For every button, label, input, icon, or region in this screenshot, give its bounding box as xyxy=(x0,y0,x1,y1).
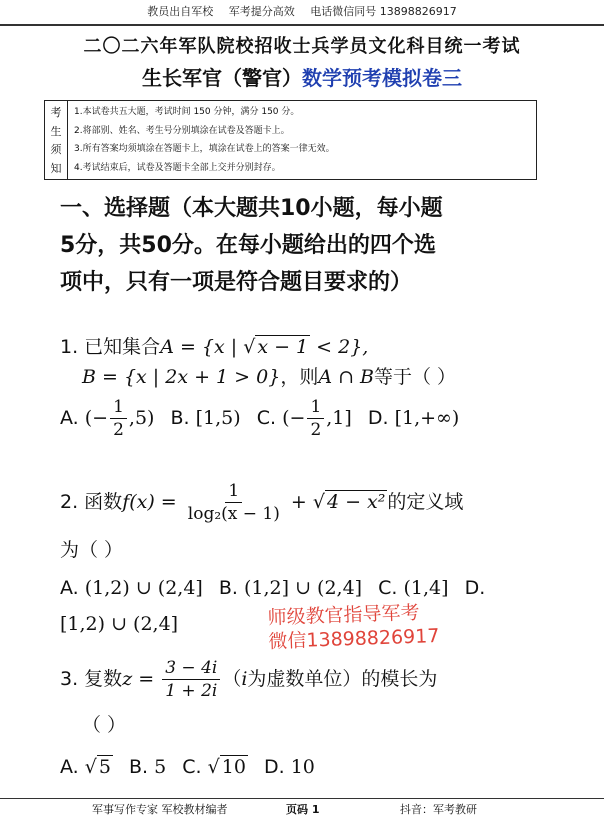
fraction-numerator: 1 xyxy=(307,396,324,419)
option-a xyxy=(60,577,203,599)
fraction xyxy=(162,657,220,702)
option-text: (1,4] xyxy=(403,577,449,599)
header-contact-text: 电话微信同号 13898826917 xyxy=(310,5,457,18)
option-label: B. xyxy=(170,407,190,429)
option-c xyxy=(256,397,352,440)
fraction-numerator: 1 xyxy=(110,396,127,419)
exam-subtitle xyxy=(0,62,604,91)
option-text: [1,2) ∪ (2,4] xyxy=(60,613,179,635)
option-c xyxy=(378,577,448,599)
option-text: 10 xyxy=(221,756,246,778)
option-text: 5 xyxy=(154,756,167,778)
option-d xyxy=(465,577,486,599)
option-label: D. xyxy=(464,577,486,599)
fraction-denominator: 2 xyxy=(310,420,322,440)
sqrt-symbol: √ xyxy=(207,756,220,778)
sqrt-symbol: √ xyxy=(243,336,256,358)
option-a xyxy=(60,397,155,440)
section-heading-line: 一、选择题（本大题共10小题，每小题 xyxy=(60,196,443,221)
math-expression: 4 − x² xyxy=(326,491,386,513)
option-text: (1,2] ∪ (2,4] xyxy=(244,577,363,599)
page-number: 页码 1 xyxy=(286,803,320,816)
math-expression: B = {x | 2x + 1 > 0} xyxy=(82,366,281,388)
math-expression: x − 1 xyxy=(257,336,309,358)
sqrt-symbol: √ xyxy=(84,756,97,778)
question-3-stem xyxy=(60,657,437,702)
option-label: D. xyxy=(367,407,389,429)
option-a xyxy=(60,756,113,778)
option-text: 5 xyxy=(98,756,111,778)
math-expression: A = {x | xyxy=(160,336,244,358)
option-c xyxy=(182,756,248,778)
section-heading-line: 项中，只有一项是符合题目要求的） xyxy=(60,270,413,295)
math-expression: z = xyxy=(122,668,161,690)
option-d xyxy=(368,407,459,429)
question-text: 已知集合 xyxy=(84,336,161,358)
notice-item: 2.将部别、姓名、考生号分别填涂在试卷及答题卡上。 xyxy=(74,125,290,136)
option-label: A. xyxy=(60,407,79,429)
question-3-options xyxy=(60,752,437,782)
fraction xyxy=(185,480,283,525)
question-text: （ xyxy=(222,668,242,690)
question-number: 2. xyxy=(60,491,85,513)
notice-items xyxy=(68,101,536,179)
option-label: A. xyxy=(60,756,79,778)
option-label: C. xyxy=(256,407,277,429)
question-2-options-row1 xyxy=(60,573,550,603)
question-1-options xyxy=(60,396,469,441)
header-middle-text: 军考提分高效 xyxy=(228,5,295,18)
question-text: 为虚数单位）的模长为 xyxy=(247,668,438,690)
question-1-stem xyxy=(60,332,469,362)
option-label: C. xyxy=(378,577,398,599)
page-footer xyxy=(0,798,604,821)
fraction-numerator: 1 xyxy=(225,480,242,503)
option-label: B. xyxy=(218,577,238,599)
footer-left-text: 军事写作专家 军校教材编者 xyxy=(92,803,228,816)
option-b xyxy=(129,756,166,778)
option-text: (− xyxy=(282,407,306,429)
option-d xyxy=(264,756,315,778)
fraction-denominator: 2 xyxy=(113,420,124,440)
math-expression: < 2}, xyxy=(310,336,369,358)
option-label: B. xyxy=(129,756,149,778)
question-1-stem-cont xyxy=(60,362,469,392)
sqrt-symbol: √ xyxy=(312,491,325,513)
notice-label-char: 须 xyxy=(50,143,62,157)
fraction-denominator: 1 + 2i xyxy=(165,681,218,701)
question-number: 3. xyxy=(60,668,85,690)
promo-watermark xyxy=(267,600,440,654)
option-b xyxy=(219,577,362,599)
question-text: 等于（ ） xyxy=(374,366,457,388)
option-text: 10 xyxy=(290,756,315,778)
section-heading xyxy=(60,190,550,301)
option-text: ,1] xyxy=(326,407,352,429)
section-heading-line: 5分，共50分。在每小题给出的四个选 xyxy=(60,233,436,258)
math-expression: + xyxy=(284,491,313,513)
watermark-line: 师级教官指导军考 xyxy=(267,601,420,629)
question-text: 复数 xyxy=(84,668,123,690)
candidate-notice-box xyxy=(44,100,537,180)
option-text: ,5) xyxy=(128,407,155,429)
math-expression: f(x) = xyxy=(122,491,183,513)
option-label: C. xyxy=(182,756,202,778)
math-expression: A ∩ B xyxy=(318,366,375,388)
option-text: [1,+∞) xyxy=(394,407,460,429)
notice-label xyxy=(45,101,68,179)
option-text: [1,5) xyxy=(195,407,241,429)
notice-item: 4.考试结束后，试卷及答题卡全部上交并分别封存。 xyxy=(74,162,281,173)
question-text: 的定义域 xyxy=(387,491,464,513)
option-text: (1,2) ∪ (2,4] xyxy=(84,577,203,599)
notice-label-char: 知 xyxy=(50,161,62,175)
subtitle-category: 生长军官（警官） xyxy=(142,66,302,90)
question-2-stem-cont: 为（ ） xyxy=(60,539,124,561)
notice-label-char: 考 xyxy=(50,106,62,120)
fraction xyxy=(307,396,324,441)
question-text: 函数 xyxy=(84,491,123,513)
header-left-text: 教员出自军校 xyxy=(147,5,214,18)
math-expression: i xyxy=(241,668,248,690)
exam-title: 二〇二六年军队院校招收士兵学员文化科目统一考试 xyxy=(83,36,521,57)
notice-item: 1.本试卷共五大题，考试时间 150 分钟，满分 150 分。 xyxy=(74,107,300,118)
question-number: 1. xyxy=(60,336,85,358)
fraction-numerator: 3 − 4i xyxy=(162,657,220,680)
subtitle-paper-name: 数学预考模拟卷三 xyxy=(302,66,462,90)
header-bar xyxy=(0,0,604,26)
notice-label-char: 生 xyxy=(50,124,62,138)
option-label: A. xyxy=(60,577,79,599)
question-text: ，则 xyxy=(280,366,319,388)
option-text: (− xyxy=(84,407,109,429)
question-2-stem xyxy=(60,480,550,525)
watermark-line: 微信13898826917 xyxy=(268,625,440,653)
option-label: D. xyxy=(263,756,285,778)
question-3 xyxy=(60,657,437,782)
notice-item: 3.所有答案均须填涂在答题卡上，填涂在试卷上的答案一律无效。 xyxy=(74,144,335,155)
fraction-denominator: log₂(x − 1) xyxy=(187,504,280,524)
fraction xyxy=(110,396,127,441)
option-b xyxy=(171,407,241,429)
footer-right-text: 抖音：军考教研 xyxy=(400,803,477,816)
question-3-stem-cont: （ ） xyxy=(82,714,127,736)
question-1 xyxy=(60,332,469,441)
